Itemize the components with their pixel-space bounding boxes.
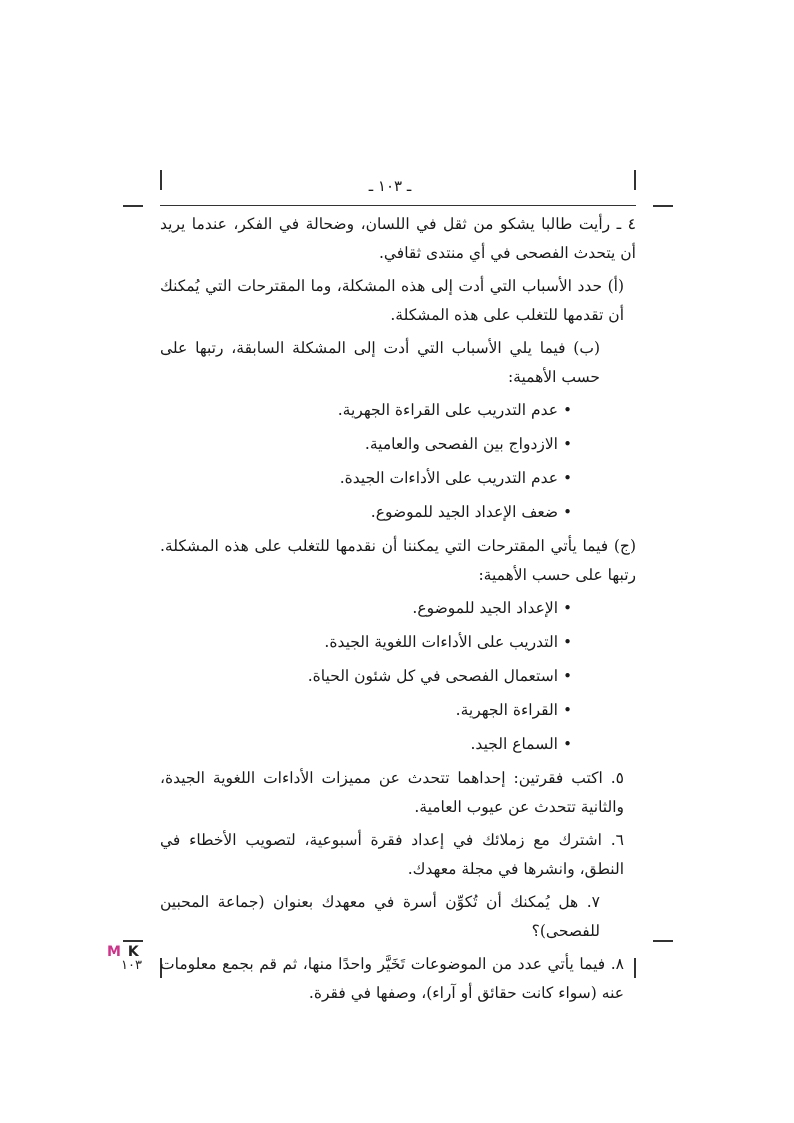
page-number-top: ـ ١٠٣ ـ [368, 177, 412, 195]
list-item: • القراءة الجهرية. [160, 696, 572, 725]
list-item: • الازدواج بين الفصحى والعامية. [160, 430, 572, 459]
question-4: ٤ ـ رأيت طالبا يشكو من ثقل في اللسان، وضحالة في الفكر، عندما يريد أن يتحدث الفصحى في أي منتدى ثقافي. [160, 215, 636, 262]
question-4c: (ج) فيما يأتي المقترحات التي يمكننا أن نقدمها للتغلب على هذه المشكلة. رتبها على حسب الأهمية: [160, 537, 636, 584]
list-item: • عدم التدريب على الأداءات الجيدة. [160, 464, 572, 493]
page-content [160, 210, 636, 1012]
list-item: • الإعداد الجيد للموضوع. [160, 594, 572, 623]
crop-mark-right-upper [653, 205, 673, 207]
question-4b: (ب) فيما يلي الأسباب التي أدت إلى المشكلة السابقة، رتبها على حسب الأهمية: [160, 339, 600, 386]
footer-page-number: ١٠٣ [121, 958, 142, 973]
suggestions-list [160, 594, 636, 759]
question-4a: (أ) حدد الأسباب التي أدت إلى هذه المشكلة، وما المقترحات التي يُمكنك أن تقدمها للتغلب على هذه المشكلة. [160, 277, 624, 324]
crop-mark-right-lower [653, 940, 673, 942]
crop-mark-top-left [160, 170, 162, 190]
list-item: • استعمال الفصحى في كل شئون الحياة. [160, 662, 572, 691]
question-7: ٧. هل يُمكنك أن تُكوِّن أسرة في معهدك بعنوان (جماعة المحبين للفصحى)؟ [160, 893, 600, 940]
question-5: ٥. اكتب فقرتين: إحداهما تتحدث عن مميزات الأداءات اللغوية الجيدة، والثانية تتحدث عن عيوب العامية. [160, 769, 624, 816]
causes-list [160, 396, 636, 527]
list-item: • السماع الجيد. [160, 730, 572, 759]
question-8: ٨. فيما يأتي عدد من الموضوعات تَخَيَّر واحدًا منها، ثم قم بجمع معلومات عنه (سواء كانت حقائق أو آراء)، وصفها في فقرة. [160, 955, 624, 1002]
crop-mark-left-upper [123, 205, 143, 207]
footer-mark-k: K [127, 944, 140, 960]
footer-mark-m: M [107, 944, 122, 960]
list-item: • التدريب على الأداءات اللغوية الجيدة. [160, 628, 572, 657]
crop-mark-top-right [634, 170, 636, 190]
list-item: • عدم التدريب على القراءة الجهرية. [160, 396, 572, 425]
crop-mark-left-lower [123, 940, 143, 942]
header-rule [160, 205, 636, 206]
question-6: ٦. اشترك مع زملائك في إعداد فقرة أسبوعية، لتصويب الأخطاء في النطق، وانشرها في مجلة معهدك. [160, 831, 624, 878]
list-item: • ضعف الإعداد الجيد للموضوع. [160, 498, 572, 527]
